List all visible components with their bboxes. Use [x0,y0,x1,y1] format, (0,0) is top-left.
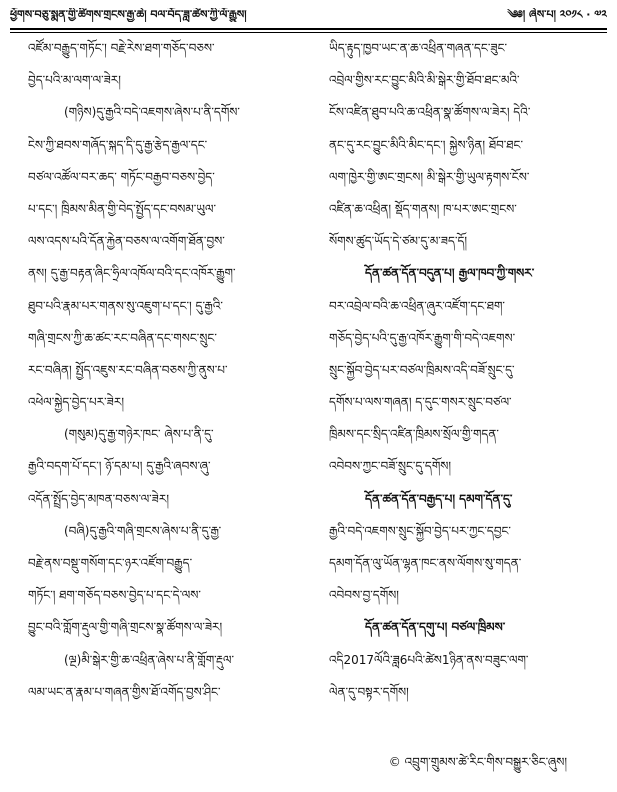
text-line: དོན་ཚན་དོན་བདུན་པ། རྒྱལ་ཁབ་ཀྱི་གསར་ [365,266,535,281]
text-line: འཛོམ་བརྒྱུད་གཏོང་། བརྗེ་རེས་ཐག་གཅོད་བཅས་ [28,41,215,55]
text-line: བར་འབྲེལ་བའི་ཆ་འཕྲིན་ཞུར་འཛོག་དང་ཐག་ [329,298,505,313]
text-line: རང་བཞིན། སྤྱོད་འཇུས་རང་བཞིན་བཅས་ཀྱི་ནུས་པ་ [28,362,228,377]
text-line: འཛིན་ཆ་འཕྲིན། སྡོད་གནས། ཁ་པར་ཨང་གྲངས་ [329,201,517,216]
text-line: ཐུབ་པའི་རྣམ་པར་གནས་སུ་འཇུག་པ་དང་། དུ་རྒྱའི་ [28,298,223,313]
text-line: དམག་དོན་ལུ་ཡོན་ལྷན་ཁང་ནས་ལོགས་སུ་གདན་ [329,556,522,570]
text-line: འབེབས་བྱ་དགོས། [329,588,399,603]
text-line: སྲུང་སྐྱོབ་བྱེད་པར་བཙལ་ཁྲིམས་འདི་བཟོ་སྲུང་དུ་ [329,362,515,377]
text-line: བཙལ་འཚོལ་བར་ཆད་ གཏོང་བརྒྱབ་བཅས་བྱེད་ [28,169,215,184]
text-line: རྒྱའི་བདེ་འཇགས་སྲུང་སྐྱོབ་བྱེད་པར་ཀྱང་དབྱང་ [329,523,511,538]
text-line: ལེན་དུ་བསྟར་དགོས། [329,684,409,699]
text-line: བྱེད་པའི་མ་ལག་ལ་ཟེར། [28,73,121,88]
text-line: ལམ་ཡང་ན་རྣམ་པ་གཞན་གྱིས་ཐོ་འགོད་བྱས་ཤིང་ [28,684,221,699]
text-line: དགོས་པ་ལས་གཞན། ད་དུང་གསར་སྲུང་བཙལ་ [329,395,512,410]
text-line: འདི2017ལོའི་ཟླ6པའི་ཚེས1ཉིན་ནས་བཟུང་ལག་ [329,652,529,667]
text-line: ངོས་འཛིན་ཐུབ་པའི་ཆ་འཕྲིན་སྣ་ཚོགས་ལ་ཟེར། དེའི་ [329,105,531,120]
page-header [10,8,607,22]
text-line: ཡིད་རྟུད་ཁྱབ་ཡང་ན་ཆ་འཕྲིན་གཞན་དང་ཟུང་ [329,41,508,55]
text-line: སོགས་ཚུད་ཡོད་དེ་ཙམ་དུ་མ་ཟད་དོ། [329,234,468,249]
text-line: (གཉིས)དུ་རྒྱའི་བདེ་འཇགས་ཞེས་པ་ནི་དགོས་ [64,105,240,120]
text-line: གཅོད་བྱེད་པའི་དུ་རྒྱ་འཁོར་རྒྱུག་གི་བདེ་འཇགས་ [329,330,516,345]
text-line: གཞི་གྲངས་ཀྱི་ཆ་ཚང་རང་བཞིན་དང་གསང་སྲུང་ [28,330,217,345]
text-line: གཏོང་། ཐག་གཅོད་བཅས་བྱེད་པ་དང་དེ་ལས་ [28,588,201,603]
text-line: དོན་ཚན་དོན་དགུ་པ། བཙལ་ཁྲིམས་ [365,620,506,635]
text-line: འབྲེལ་གྱིས་རང་བྱུང་མིའི་མི་སྒེར་གྱི་ཐོབ་ཐང་མའི་ [329,73,520,88]
text-line: ནས། དུ་རྒྱ་བརྟན་ཞིང་ཧྲིལ་འཁོལ་བའི་དང་འཁོར་རྒྱུག་ [28,266,236,281]
text-line: བརྗེ་ནས་བསྡུ་གསོག་དང་ཉར་འཛོག་བརྒྱུད་ [28,556,193,570]
text-line: འདོན་སྤྲོད་བྱེད་མཁན་བཅས་ལ་ཟེར། [28,491,170,506]
text-line: (ལྔ)མི་སྒེར་གྱི་ཆ་འཕྲིན་ཞེས་པ་ནི་གློག་རྡུལ་ [64,652,234,667]
text-line: འབེབས་ཀྱང་བཟོ་སྲུང་དུ་དགོས། [329,459,452,474]
text-line: ནང་དུ་རང་བྱུང་མིའི་མིང་དང་། སྐྱེས་ཉིན། ཐོབ་ཐང་ [329,137,523,152]
translator-credit: © འབྲུག་གྲུམས་ཚེ་རིང་གིས་བསྒྱུར་ཅིང་ཞུས། [388,755,567,769]
header-page-number: ༄༅། ཞེས་པ། ༢༠༡༨ · ༧༢ [507,8,607,21]
text-line: (བཞི)དུ་རྒྱའི་གཞི་གྲངས་ཞེས་པ་ནི་དུ་རྒྱ་ [64,523,222,538]
text-line: ལས་འདས་པའི་དོན་རྐྱེན་བཅས་ལ་འགོག་ཐོན་བྱས་ [28,234,225,249]
text-line: ངེས་ཀྱི་ཐབས་གཞོད་སྐད་དི་དུ་རྒྱ་རྩེད་རྒྱལ་དང་ [28,137,208,152]
text-line: དོན་ཚན་དོན་བརྒྱད་པ། དམག་དོན་དུ་ [365,491,513,506]
text-line: ཁྲིམས་དང་སྲིད་འཛིན་ཁྲིམས་སྲོལ་གྱི་གདན་ [329,427,499,442]
header-rule-thick [10,28,607,30]
right-text-column [329,32,601,708]
left-text-column [28,32,300,708]
text-line: པ་དང་། ཁྲིམས་མིན་གྱི་བེད་སྤྱོད་དང་བསམ་ཡུལ་ [28,201,216,216]
text-line: བྱུང་བའི་གློག་རྡུལ་གྱི་གཞི་གྲངས་སྣ་ཚོགས་ལ་ཟེར། [28,620,223,635]
header-title: ཕྱོགས་བཅུ་སྨན་གྱི་ཚིགས་གྲངས་རྒྱ་ཆེ། བལ་བོད་ཟླ་ཚེས་ཀྱི་ལོ་རྒྱུས། [10,8,247,21]
text-line: འཕེལ་སྐྱེད་བྱེད་པར་ཟེར། [28,395,124,410]
text-line: (གསུམ)དུ་རྒྱ་གཉེར་ཁང་ ཞེས་པ་ནི་དུ་ [64,427,214,442]
text-line: རྒྱའི་བདག་པོ་དང་། ཉོ་དམ་པ། དུ་རྒྱའི་ཞབས་ཞུ་ [28,459,211,474]
text-line: ལག་ཁྱེར་གྱི་ཨང་གྲངས། མི་སྒེར་གྱི་ཡུལ་རྟགས་ངོས་ [329,169,530,184]
